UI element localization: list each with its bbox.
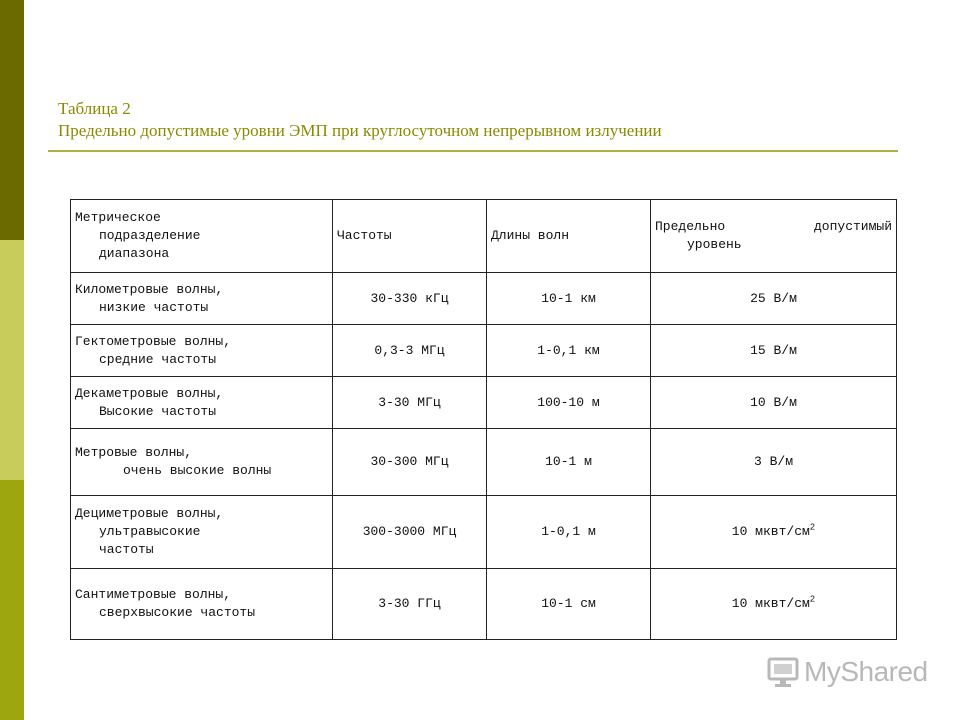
row-wavelength: 10-1 км xyxy=(487,273,651,325)
table-row xyxy=(71,429,897,496)
table-row xyxy=(71,273,897,325)
header-division-line: Метрическое xyxy=(75,210,161,225)
row-limit-value: 10 В/м xyxy=(750,394,797,410)
row-name-line: низкие частоты xyxy=(99,299,209,315)
header-limit-word: Предельно xyxy=(655,219,726,234)
row-name-line: средние частоты xyxy=(99,351,217,367)
accent-bar-bottom xyxy=(0,480,24,720)
table-row xyxy=(71,325,897,377)
header-limit-word: допустимый xyxy=(813,219,892,234)
title-line-1: Таблица 2 xyxy=(58,99,131,118)
header-division xyxy=(71,200,333,273)
row-limit-value: 3 В/м xyxy=(753,454,793,469)
logo-text: MyShared xyxy=(804,656,928,687)
row-name-line: ультравысокие xyxy=(99,524,201,539)
row-name-line: Высокие частоты xyxy=(99,403,217,419)
row-limit xyxy=(651,429,897,496)
table-header-row xyxy=(71,200,897,273)
table-row xyxy=(71,496,897,569)
monitor-icon xyxy=(766,655,800,689)
row-name-line: Сантиметровые волны, xyxy=(75,587,232,602)
header-limit-word: уровень xyxy=(687,237,742,252)
row-name-line: Километровые волны, xyxy=(75,281,224,297)
row-limit xyxy=(651,325,897,377)
row-name xyxy=(71,429,333,496)
row-name-line: сверхвысокие частоты xyxy=(99,605,256,620)
row-frequency: 0,3-3 МГц xyxy=(333,325,487,377)
row-frequency: 3-30 МГц xyxy=(333,377,487,429)
row-wavelength: 1-0,1 м xyxy=(487,496,651,569)
row-wavelength: 1-0,1 км xyxy=(487,325,651,377)
header-frequency: Частоты xyxy=(333,200,487,273)
row-frequency: 30-330 кГц xyxy=(333,273,487,325)
row-name xyxy=(71,569,333,640)
table-row xyxy=(71,377,897,429)
row-name xyxy=(71,377,333,429)
row-limit-value: 10 мквт/см xyxy=(731,596,810,611)
row-limit-value: 15 В/м xyxy=(750,342,797,358)
row-name-line: Метровые волны, xyxy=(75,445,193,460)
header-wavelength: Длины волн xyxy=(487,200,651,273)
row-limit xyxy=(651,377,897,429)
row-wavelength: 10-1 м xyxy=(487,429,651,496)
row-limit-value: 10 мквт/см xyxy=(731,524,810,539)
row-frequency: 300-3000 МГц xyxy=(333,496,487,569)
row-limit xyxy=(651,569,897,640)
row-limit-superscript: 2 xyxy=(809,594,816,605)
title-line-2: Предельно допустимые уровни ЭМП при круглосуточном непрерывном излучении xyxy=(58,121,662,140)
accent-bar-top xyxy=(0,0,24,240)
row-limit-value: 25 В/м xyxy=(750,290,797,306)
row-frequency: 30-300 МГц xyxy=(333,429,487,496)
row-wavelength: 100-10 м xyxy=(487,377,651,429)
table-row xyxy=(71,569,897,640)
header-limit xyxy=(651,200,897,273)
row-limit xyxy=(651,496,897,569)
row-name-line: Гектометровые волны, xyxy=(75,333,232,349)
row-name xyxy=(71,273,333,325)
emf-limits-table xyxy=(70,199,897,640)
row-name-line: Дециметровые волны, xyxy=(75,506,224,521)
row-name xyxy=(71,325,333,377)
row-wavelength: 10-1 см xyxy=(487,569,651,640)
row-name-line: Декаметровые волны, xyxy=(75,385,224,401)
slide-title xyxy=(58,98,908,142)
header-division-line: диапазона xyxy=(99,246,170,261)
row-name-line: очень высокие волны xyxy=(123,463,272,478)
row-limit-superscript: 2 xyxy=(809,522,816,533)
title-divider xyxy=(48,150,898,152)
row-name-line: частоты xyxy=(99,542,154,557)
accent-bar-middle xyxy=(0,240,24,480)
myshared-logo xyxy=(766,654,928,690)
header-division-line: подразделение xyxy=(99,228,201,243)
row-name xyxy=(71,496,333,569)
row-limit xyxy=(651,273,897,325)
row-frequency: 3-30 ГГц xyxy=(333,569,487,640)
